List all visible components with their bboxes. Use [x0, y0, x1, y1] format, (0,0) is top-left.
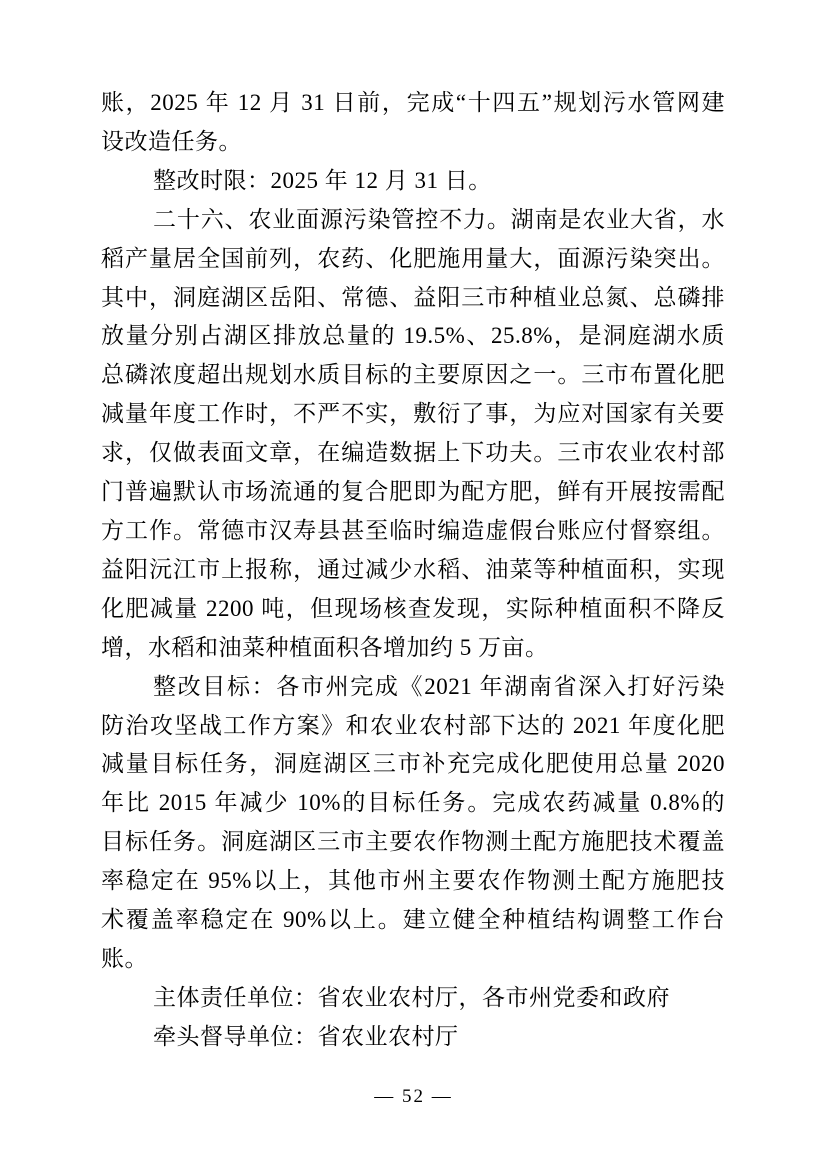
- text-line: 防治攻坚战工作方案》和农业农村部下达的 2021 年度化肥: [101, 712, 725, 738]
- text-line: 目标任务。洞庭湖区三市主要农作物测土配方施肥技术覆盖: [101, 829, 725, 855]
- page-number: — 52 —: [374, 1086, 453, 1107]
- text-line: 年比 2015 年减少 10%的目标任务。完成农药减量 0.8%的: [101, 790, 725, 816]
- text-line: 术覆盖率稳定在 90%以上。建立健全种植结构调整工作台: [101, 907, 725, 933]
- text-line: 化肥减量 2200 吨，但现场核查发现，实际种植面积不降反: [101, 595, 725, 621]
- text-line: 设改造任务。: [101, 128, 242, 154]
- text-line: 其中，洞庭湖区岳阳、常德、益阳三市种植业总氮、总磷排: [101, 284, 725, 310]
- text-line: 二十六、农业面源污染管控不力。湖南是农业大省，水: [153, 206, 725, 232]
- text-line: 牵头督导单位：省农业农村厅: [153, 1023, 459, 1049]
- text-line: 门普遍默认市场流通的复合肥即为配方肥，鲜有开展按需配: [101, 479, 725, 505]
- document-body-text: [101, 84, 725, 1057]
- text-line: 益阳沅江市上报称，通过减少水稻、油菜等种植面积，实现: [101, 556, 725, 582]
- text-line: 整改时限：2025 年 12 月 31 日。: [153, 167, 492, 193]
- text-line: 主体责任单位：省农业农村厅，各市州党委和政府: [153, 984, 670, 1010]
- text-line: 总磷浓度超出规划水质目标的主要原因之一。三市布置化肥: [101, 362, 725, 388]
- text-line: 账，2025 年 12 月 31 日前，完成“十四五”规划污水管网建: [101, 90, 725, 115]
- text-line: 整改目标：各市州完成《2021 年湖南省深入打好污染: [153, 673, 725, 699]
- text-line: 方工作。常德市汉寿县甚至临时编造虚假台账应付督察组。: [101, 517, 725, 543]
- text-line: 率稳定在 95%以上，其他市州主要农作物测土配方施肥技: [101, 868, 725, 894]
- text-line: 账。: [101, 945, 148, 971]
- text-line: 稻产量居全国前列，农药、化肥施用量大，面源污染突出。: [101, 245, 725, 271]
- text-line: 减量目标任务，洞庭湖区三市补充完成化肥使用总量 2020: [101, 751, 725, 777]
- text-line: 增，水稻和油菜种植面积各增加约 5 万亩。: [101, 634, 549, 660]
- text-line: 减量年度工作时，不严不实，敷衍了事，为应对国家有关要: [101, 401, 725, 427]
- text-line: 放量分别占湖区排放总量的 19.5%、25.8%，是洞庭湖水质: [101, 323, 725, 349]
- text-line: 求，仅做表面文章，在编造数据上下功夫。三市农业农村部: [101, 440, 725, 466]
